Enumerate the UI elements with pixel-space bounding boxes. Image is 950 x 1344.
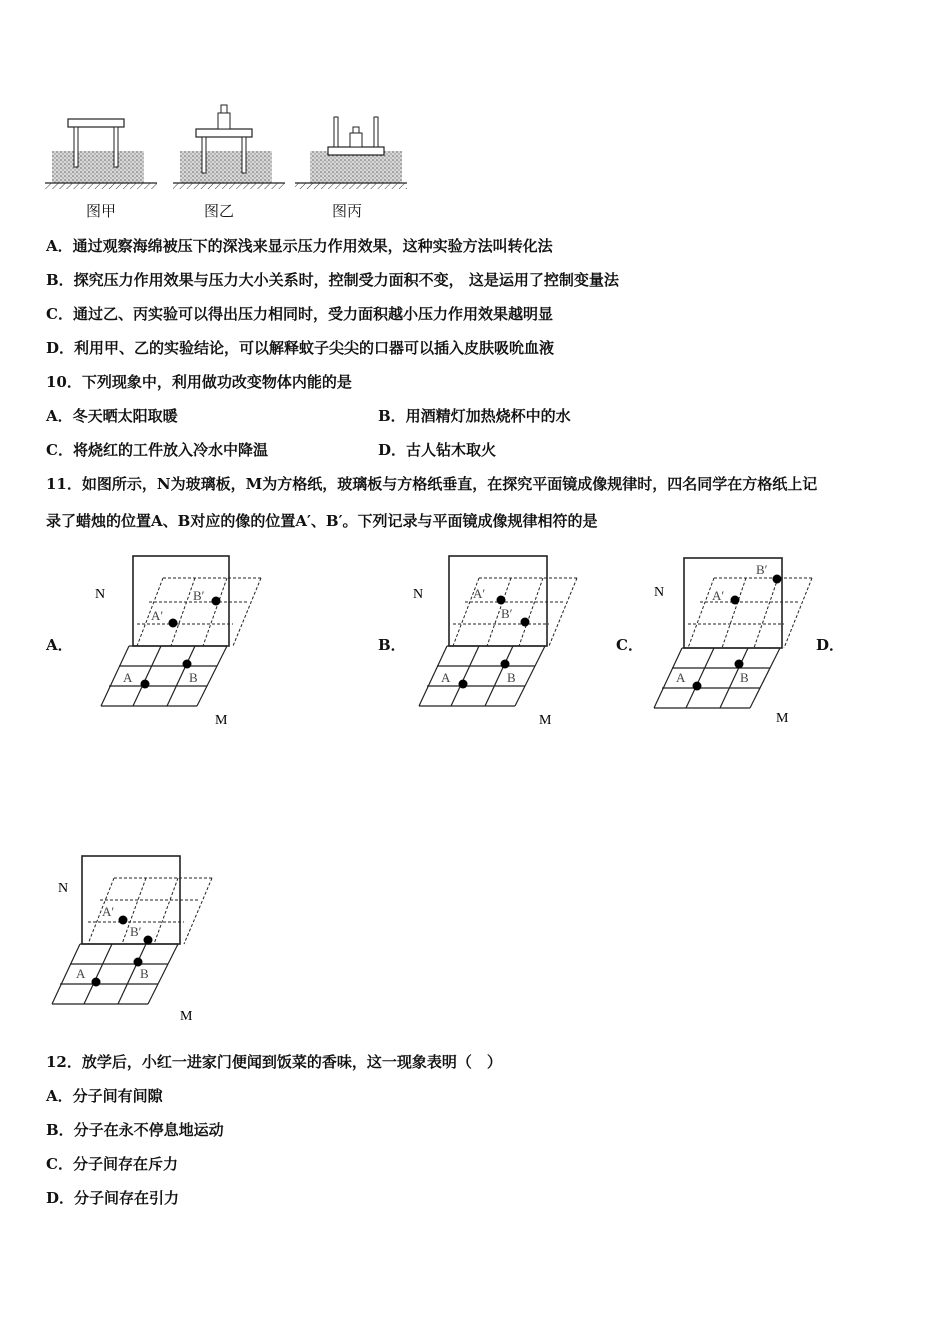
q9-option-c: C．通过乙、丙实验可以得出压力相同时，受力面积越小压力作用效果越明显: [46, 305, 553, 323]
q10-option-c: C．将烧红的工件放入冷水中降温: [46, 441, 268, 459]
label-n: N: [95, 587, 106, 602]
label-a-prime: A′: [151, 608, 164, 623]
q12-option-c: C．分子间存在斥力: [46, 1155, 178, 1173]
q11-diagram-d: [40, 852, 230, 1032]
q12-stem: 12．放学后，小红一进家门便闻到饭菜的香味，这一现象表明（ ）: [46, 1053, 502, 1071]
pressure-experiment-figures: [40, 95, 420, 200]
position-dot: [212, 597, 221, 606]
figure-yi: [173, 105, 285, 189]
position-dot: [119, 916, 128, 925]
label-b: B: [189, 670, 198, 685]
svg-text:B′: B′: [130, 924, 142, 939]
q11-option-c-label: C．: [616, 636, 643, 654]
svg-text:A′: A′: [712, 588, 725, 603]
caption-jia: 图甲: [86, 202, 117, 220]
q11-diagram-c: [642, 552, 832, 732]
position-dot: [731, 596, 740, 605]
label-m: M: [215, 713, 228, 728]
svg-text:M: M: [539, 713, 552, 728]
position-dot: [144, 936, 153, 945]
position-dot: [92, 978, 101, 987]
position-dot: [141, 680, 150, 689]
caption-yi: 图乙: [204, 202, 235, 220]
q11-option-d-label: D．: [816, 636, 845, 654]
q11-diagram-a: [85, 552, 275, 732]
svg-text:A′: A′: [473, 586, 486, 601]
position-dot: [693, 682, 702, 691]
position-dot: [521, 618, 530, 627]
q9-option-b: B．探究压力作用效果与压力大小关系时，控制受力面积不变， 这是运用了控制变量法: [46, 271, 619, 289]
q11-stem-line1: 11．如图所示，N为玻璃板，M为方格纸，玻璃板与方格纸垂直，在探究平面镜成像规律时，四名同学在方格纸上记: [46, 475, 818, 493]
svg-text:A: A: [441, 670, 451, 685]
svg-text:A: A: [76, 966, 86, 981]
q9-option-a: A．通过观察海绵被压下的深浅来显示压力作用效果，这种实验方法叫转化法: [46, 237, 553, 255]
q12-option-d: D．分子间存在引力: [46, 1189, 180, 1207]
label-a: A: [123, 670, 133, 685]
position-dot: [497, 596, 506, 605]
position-dot: [183, 660, 192, 669]
caption-bing: 图丙: [332, 202, 363, 220]
svg-text:M: M: [180, 1009, 193, 1024]
q11-stem-line2: 录了蜡烛的位置A、B对应的像的位置A′、B′。下列记录与平面镜成像规律相符的是: [46, 512, 598, 530]
q12-option-a: A．分子间有间隙: [46, 1087, 163, 1105]
q10-stem: 10．下列现象中，利用做功改变物体内能的是: [46, 373, 352, 391]
position-dot: [501, 660, 510, 669]
svg-text:M: M: [776, 711, 789, 726]
svg-text:A′: A′: [102, 904, 115, 919]
svg-text:B′: B′: [756, 562, 768, 577]
figure-jia: [45, 119, 157, 189]
figure-bing: [295, 117, 407, 189]
svg-text:B: B: [507, 670, 516, 685]
position-dot: [459, 680, 468, 689]
position-dot: [735, 660, 744, 669]
q12-option-b: B．分子在永不停息地运动: [46, 1121, 224, 1139]
q10-option-a: A．冬天晒太阳取暖: [46, 407, 178, 425]
q11-diagram-b: [405, 552, 595, 732]
q11-option-b-label: B．: [378, 636, 406, 654]
svg-text:A: A: [676, 670, 686, 685]
svg-text:N: N: [413, 587, 424, 602]
svg-text:N: N: [654, 585, 665, 600]
q9-option-d: D．利用甲、乙的实验结论，可以解释蚊子尖尖的口器可以插入皮肤吸吮血液: [46, 339, 555, 357]
q10-option-d: D．古人钻木取火: [378, 441, 497, 459]
q10-option-b: B．用酒精灯加热烧杯中的水: [378, 407, 571, 425]
svg-text:B: B: [140, 966, 149, 981]
svg-text:B: B: [740, 670, 749, 685]
position-dot: [773, 575, 782, 584]
position-dot: [169, 619, 178, 628]
label-b-prime: B′: [193, 588, 205, 603]
q11-option-a-label: A．: [46, 636, 73, 654]
svg-text:N: N: [58, 881, 69, 896]
svg-text:B′: B′: [501, 606, 513, 621]
